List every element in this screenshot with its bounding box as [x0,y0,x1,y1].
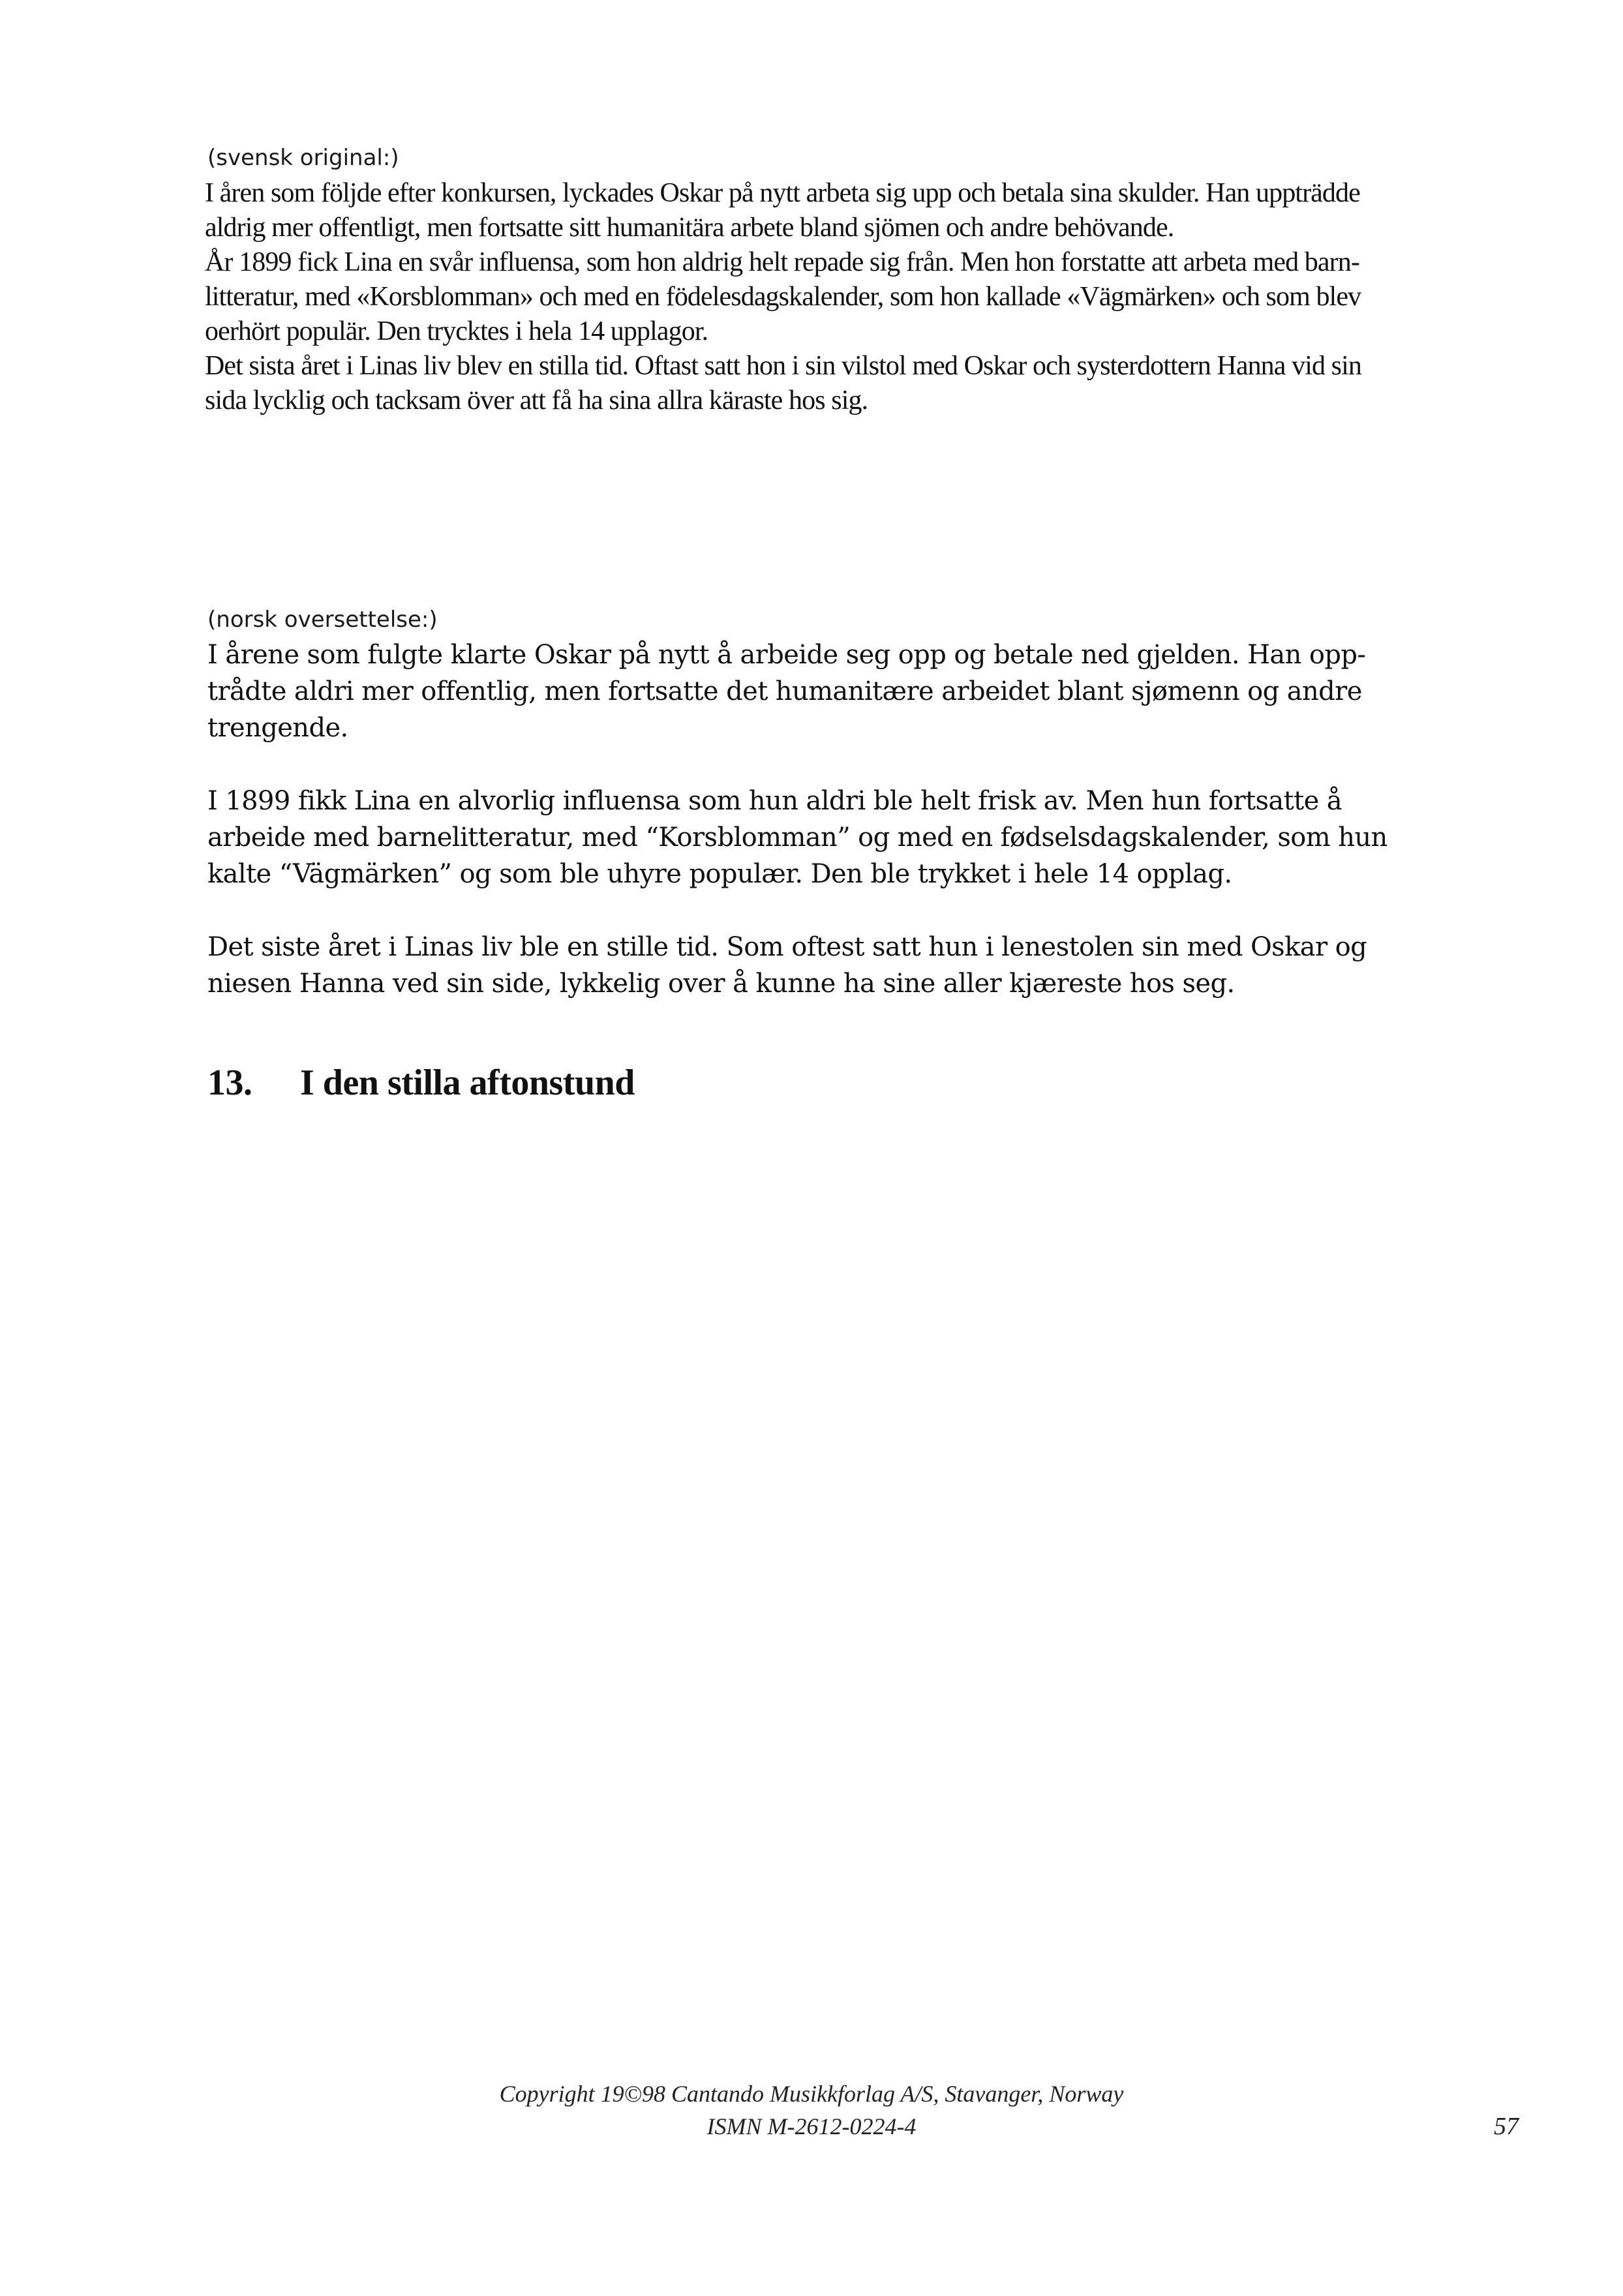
swedish-original-text [205,176,1444,418]
norwegian-paragraph [207,637,1447,746]
swedish-original-label: (svensk original:) [207,145,399,171]
footer-copyright: Copyright 19©98 Cantando Musikkforlag A/S, Stavanger, Norway [499,2081,1124,2107]
norwegian-line: I 1899 fikk Lina en alvorlig influensa som hun aldri ble helt frisk av. Men hun fortsatte å [207,786,1342,816]
footer-ismn: ISMN M-2612-0224-4 [706,2113,917,2139]
norwegian-line: I årene som fulgte klarte Oskar på nytt å arbeide seg opp og betale ned gjelden. Han opp- [207,640,1366,670]
norwegian-line: kalte “Vägmärken” og som ble uhyre populær. Den ble trykket i hele 14 opplag. [207,859,1232,889]
swedish-line: I åren som följde efter konkursen, lyckades Oskar på nytt arbeta sig upp och betala sina skulder. Han uppträdde [205,178,1360,208]
swedish-line: sida lycklig och tacksam över att få ha sina allra käraste hos sig. [205,385,868,415]
norwegian-line: trådte aldri mer offentlig, men fortsatte det humanitære arbeidet blant sjømenn og andre [207,676,1362,706]
swedish-line: oerhört populär. Den trycktes i hela 14 upplagor. [205,316,708,346]
norwegian-line: Det siste året i Linas liv ble en stille tid. Som oftest satt hun i lenestolen sin med Oskar og [207,932,1367,962]
norwegian-paragraph [207,783,1447,892]
norwegian-translation-label: (norsk oversettelse:) [207,607,438,633]
section-number: 13. [207,1063,252,1103]
norwegian-translation-text [207,637,1447,1038]
norwegian-line: trengende. [207,713,348,743]
section-title: I den stilla aftonstund [300,1063,635,1103]
page-number: 57 [1494,2113,1519,2140]
swedish-line: Det sista året i Linas liv blev en stilla tid. Oftast satt hon i sin vilstol med Oskar och systerdottern Hanna vid sin [205,351,1361,381]
norwegian-paragraph [207,929,1447,1002]
swedish-line: litteratur, med «Korsblomman» och med en födelesdagskalender, som hon kallade «Vägmärken» och som blev [205,282,1361,312]
norwegian-line: niesen Hanna ved sin side, lykkelig over å kunne ha sine aller kjæreste hos seg. [207,969,1235,999]
norwegian-line: arbeide med barnelitteratur, med “Korsblomman” og med en fødselsdagskalender, som hun [207,823,1388,853]
swedish-line: aldrig mer offentligt, men fortsatte sitt humanitära arbete bland sjömen och andre behövande. [205,213,1174,243]
swedish-line: År 1899 fick Lina en svår influensa, som hon aldrig helt repade sig från. Men hon forstatte att arbeta med barn- [205,247,1359,277]
